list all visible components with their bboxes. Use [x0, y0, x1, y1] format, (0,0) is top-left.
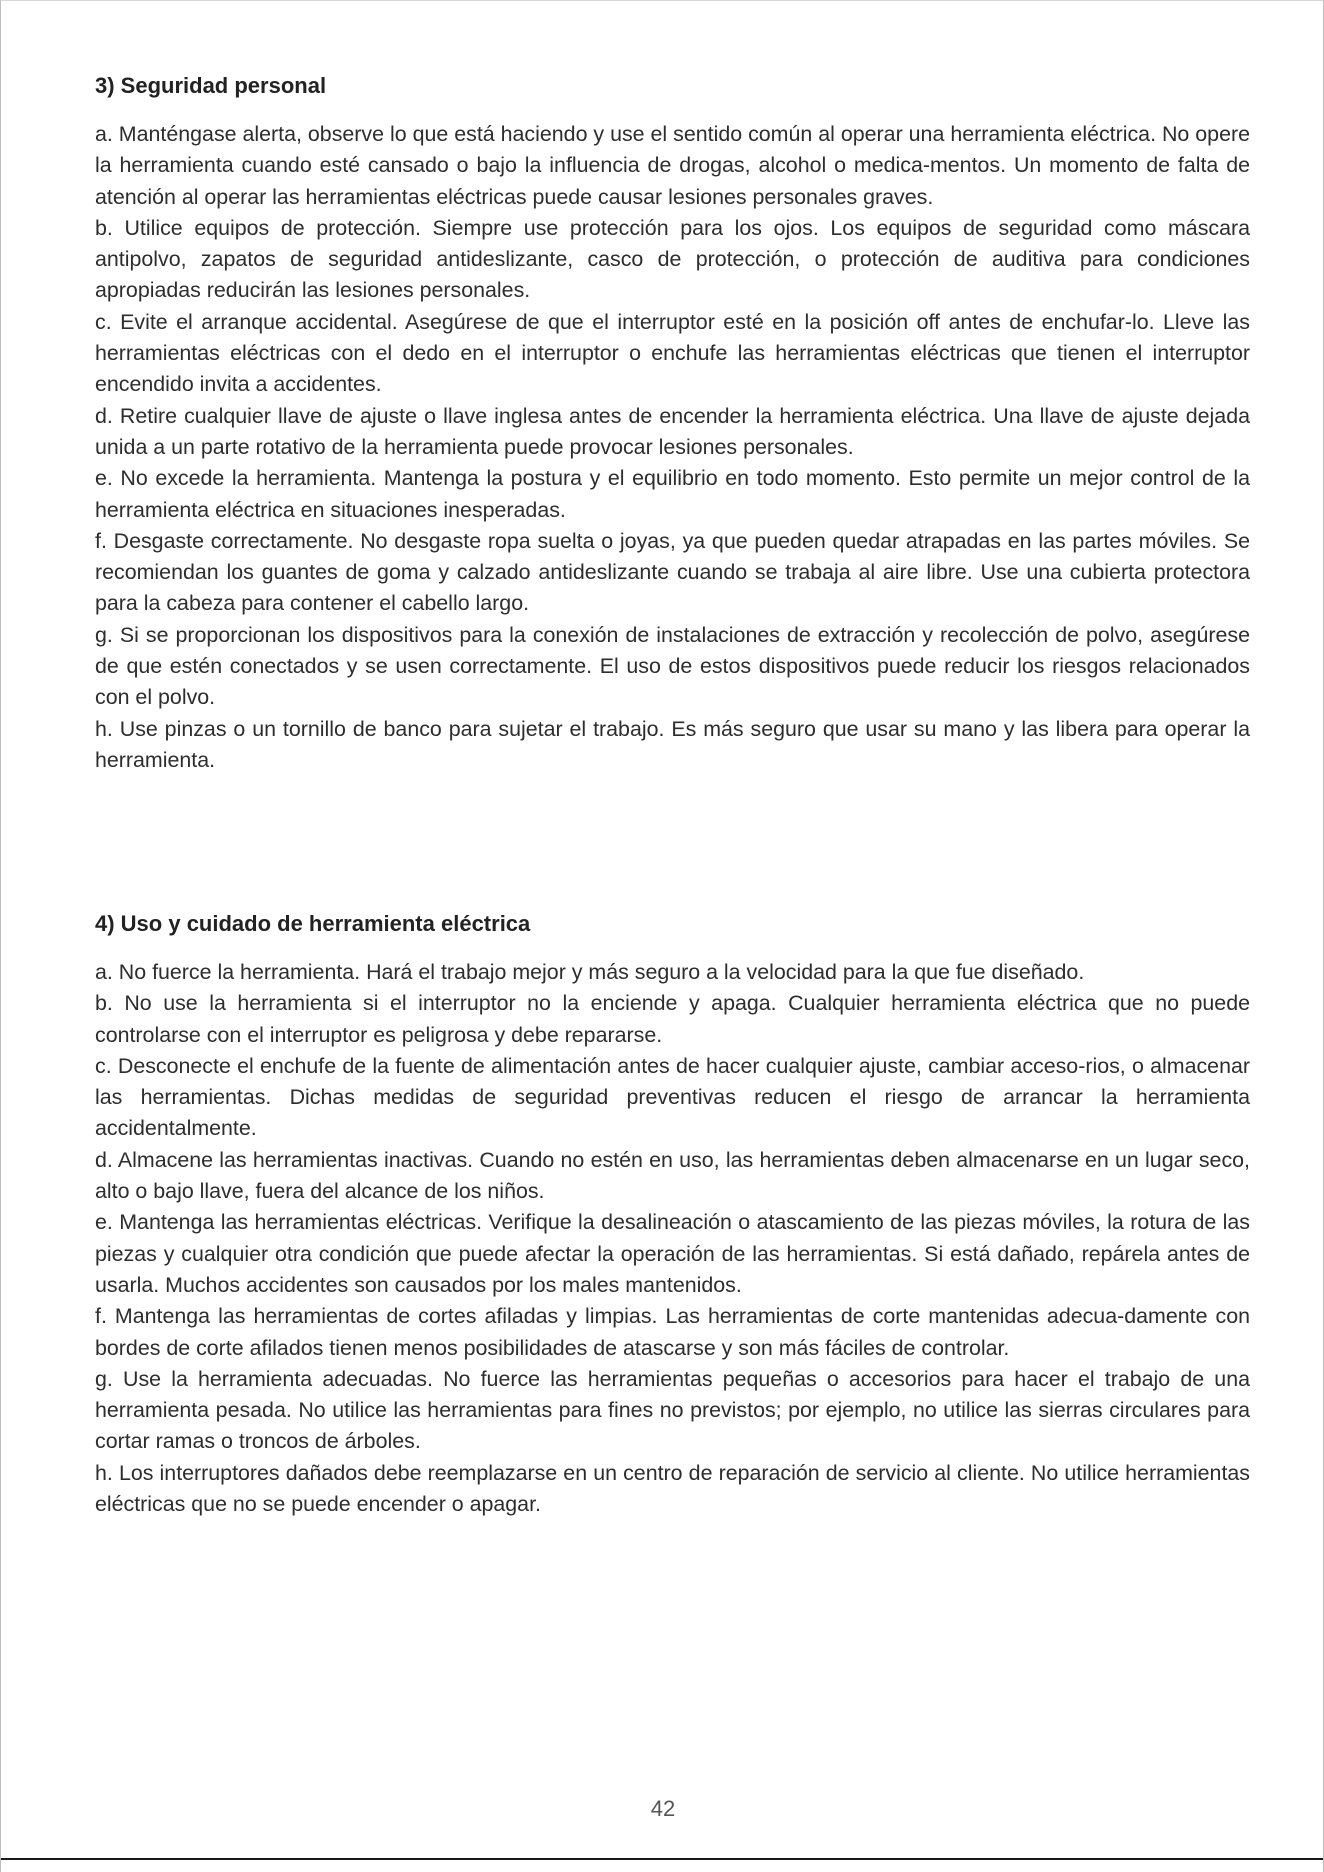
- paragraph-4f: f. Mantenga las herramientas de cortes afiladas y limpias. Las herramientas de corte mantenidas adecua-damente con bordes de corte afilados tienen menos posibilidades de atascarse y son más fáciles de controlar.: [95, 1304, 1250, 1360]
- paragraph-4h: h. Los interruptores dañados debe reemplazarse en un centro de reparación de servicio al cliente. No utilice herramientas eléctricas que no se puede encender o apagar.: [95, 1460, 1250, 1517]
- paragraph-3h: h. Use pinzas o un tornillo de banco para sujetar el trabajo. Es más seguro que usar su mano y las libera para operar la herramienta.: [95, 716, 1250, 772]
- page-number: 42: [650, 1796, 676, 1821]
- paragraph-3b: b. Utilice equipos de protección. Siempre use protección para los ojos. Los equipos de seguridad como máscara antipolvo, zapatos de seguridad antideslizante, casco de protección, o protección de auditiva para condiciones apropiadas reducirán las lesiones personales.: [95, 215, 1250, 303]
- section-personal-safety: [95, 71, 1250, 776]
- section-tool-use-and-care: [95, 909, 1250, 1520]
- paragraph-4e: e. Mantenga las herramientas eléctricas. Verifique la desalineación o atascamiento de las piezas móviles, la rotura de las piezas y cualquier otra condición que puede afectar la operación de las herramientas. Si está dañado, repárela antes de usarla. Muchos accidentes son causados por los males mantenidos.: [95, 1210, 1250, 1297]
- paragraph-3c: c. Evite el arranque accidental. Asegúrese de que el interruptor esté en la posición off antes de enchufar-lo. Lleve las herramientas eléctricas con el dedo en el interruptor o enchufe las herramientas eléctricas que tienen el interruptor encendido invita a accidentes.: [95, 309, 1250, 397]
- paragraph-3f: f. Desgaste correctamente. No desgaste ropa suelta o joyas, ya que pueden quedar atrapadas en las partes móviles. Se recomiendan los guantes de goma y calzado antideslizante cuando se trabaja al aire libre. Use una cubierta protectora para la cabeza para contener el cabello largo.: [95, 528, 1250, 616]
- paragraph-3g: g. Si se proporcionan los dispositivos para la conexión de instalaciones de extracción y recolección de polvo, asegúrese de que estén conectados y se usen correctamente. El uso de estos dispositivos puede reducir los riesgos relacionados con el polvo.: [95, 622, 1250, 710]
- paragraph-3e: e. No excede la herramienta. Mantenga la postura y el equilibrio en todo momento. Esto permite un mejor control de la herramienta eléctrica en situaciones inesperadas.: [95, 466, 1250, 522]
- paragraph-3d: d. Retire cualquier llave de ajuste o llave inglesa antes de encender la herramienta eléctrica. Una llave de ajuste dejada unida a un parte rotativo de la herramienta puede provocar lesiones personales.: [95, 403, 1250, 459]
- section-heading: 3) Seguridad personal: [95, 73, 327, 98]
- section-heading: 4) Uso y cuidado de herramienta eléctrica: [95, 911, 531, 936]
- paragraph-4g: g. Use la herramienta adecuadas. No fuerce las herramientas pequeñas o accesorios para hacer el trabajo de una herramienta pesada. No utilice las herramientas para fines no previstos; por ejemplo, no utilice las sierras circulares para cortar ramas o troncos de árboles.: [95, 1366, 1250, 1454]
- paragraph-4d: d. Almacene las herramientas inactivas. Cuando no estén en uso, las herramientas deben almacenarse en un lugar seco, alto o bajo llave, fuera del alcance de los niños.: [95, 1147, 1250, 1204]
- page-bottom-border: [1, 1858, 1323, 1872]
- paragraph-3a: a. Manténgase alerta, observe lo que está haciendo y use el sentido común al operar una herramienta eléctrica. No opere la herramienta cuando esté cansado o bajo la influencia de drogas, alcohol o medica-mentos. Un momento de falta de atención al operar las herramientas eléctricas puede causar lesiones personales graves.: [95, 122, 1250, 209]
- paragraph-4c: c. Desconecte el enchufe de la fuente de alimentación antes de hacer cualquier ajuste, cambiar acceso-rios, o almacenar las herramientas. Dichas medidas de seguridad preventivas reducen el riesgo de arrancar la herramienta accidentalmente.: [95, 1053, 1250, 1141]
- paragraph-4a: a. No fuerce la herramienta. Hará el trabajo mejor y más seguro a la velocidad para la que fue diseñado.: [95, 960, 1085, 984]
- paragraph-4b: b. No use la herramienta si el interruptor no la enciende y apaga. Cualquier herramienta eléctrica que no puede controlarse con el interruptor es peligrosa y debe repararse.: [95, 991, 1250, 1047]
